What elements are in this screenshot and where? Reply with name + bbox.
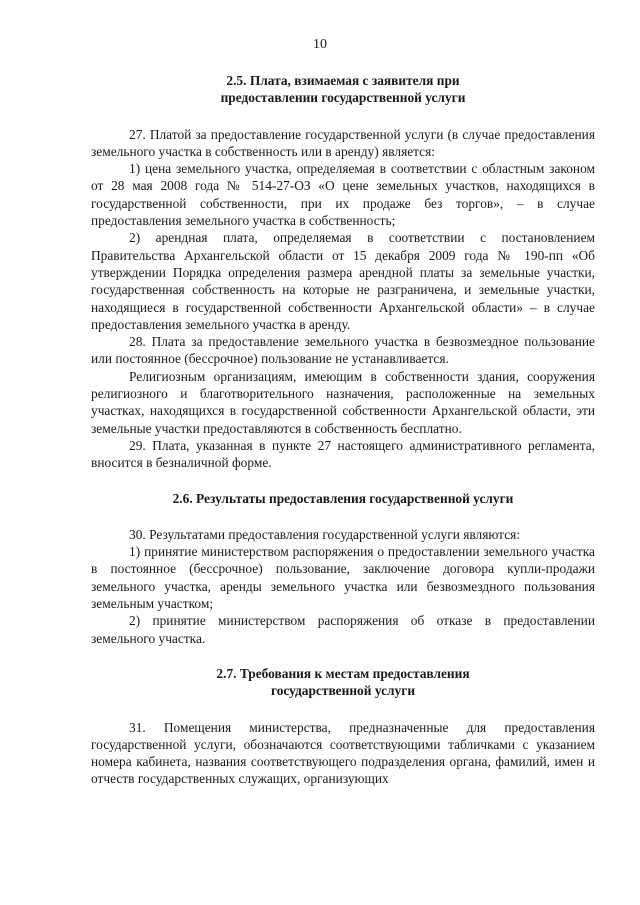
paragraph: Религиозным организациям, имеющим в собственности здания, сооружения религиозного и благотворительного назначения, расположенные на земельных участках, находящихся в государственной собственности Архангельской области, эти земельные участки предоставляются в собственность бесплатно. bbox=[91, 368, 595, 436]
section-2-6 bbox=[91, 490, 595, 647]
paragraph: 28. Плата за предоставление земельного участка в безвозмездное пользование или постоянное (бессрочное) пользование не устанавливается. bbox=[91, 334, 595, 367]
paragraph: 31. Помещения министерства, предназначенные для предоставления государственной услуги, обозначаются соответствующими табличками с указанием номера кабинета, названия соответствующего подразделения органа, фамилий, имен и отчеств государственных служащих, организующих bbox=[91, 719, 595, 787]
paragraph: 29. Плата, указанная в пункте 27 настоящего административного регламента, вносится в безналичной форме. bbox=[91, 437, 595, 471]
document-body bbox=[91, 72, 595, 788]
paragraph: 27. Платой за предоставление государственной услуги (в случае предоставления земельного участка в собственность или в аренду) является: bbox=[91, 126, 595, 159]
heading-line: 2.7. Требования к местам предоставления bbox=[216, 665, 470, 681]
section-heading bbox=[91, 72, 595, 107]
section-heading bbox=[91, 665, 595, 700]
section-heading bbox=[91, 490, 595, 507]
paragraph: 30. Результатами предоставления государственной услуги являются: bbox=[129, 526, 521, 542]
heading-line: 2.5. Плата, взимаемая с заявителя при bbox=[226, 73, 460, 88]
heading-line: предоставлении государственной услуги bbox=[220, 90, 466, 106]
section-2-5 bbox=[91, 72, 595, 472]
paragraph: 1) цена земельного участка, определяемая в соответствии с областным законом от 28 мая 2008 года № 514-27-ОЗ «О цене земельных участков, находящихся в государственной собственности, при их продаже без торгов», – в случае предоставления земельного участка в собственность; bbox=[91, 161, 595, 229]
paragraph: 1) принятие министерством распоряжения о предоставлении земельного участка в постоянное (бессрочное) пользование, заключение договора купли-продажи земельного участка, аренды земельного участка или безвозмездного пользования земельным участком; bbox=[91, 544, 595, 612]
section-2-7 bbox=[91, 665, 595, 788]
paragraph: 2) принятие министерством распоряжения об отказе в предоставлении земельного участка. bbox=[91, 613, 595, 646]
heading-line: 2.6. Результаты предоставления государственной услуги bbox=[172, 490, 514, 506]
page-number: 10 bbox=[313, 37, 327, 52]
heading-line: государственной услуги bbox=[270, 683, 416, 699]
paragraph: 2) арендная плата, определяемая в соответствии с постановлением Правительства Архангельской области от 15 декабря 2009 года № 190-пп «Об утверждении Порядка определения размера арендной платы за земельные участки, государственная собственность на которые не разграничена, и земельные участки, находящиеся в государственной собственности Архангельской области» – в случае предоставления земельного участка в аренду. bbox=[91, 230, 595, 332]
